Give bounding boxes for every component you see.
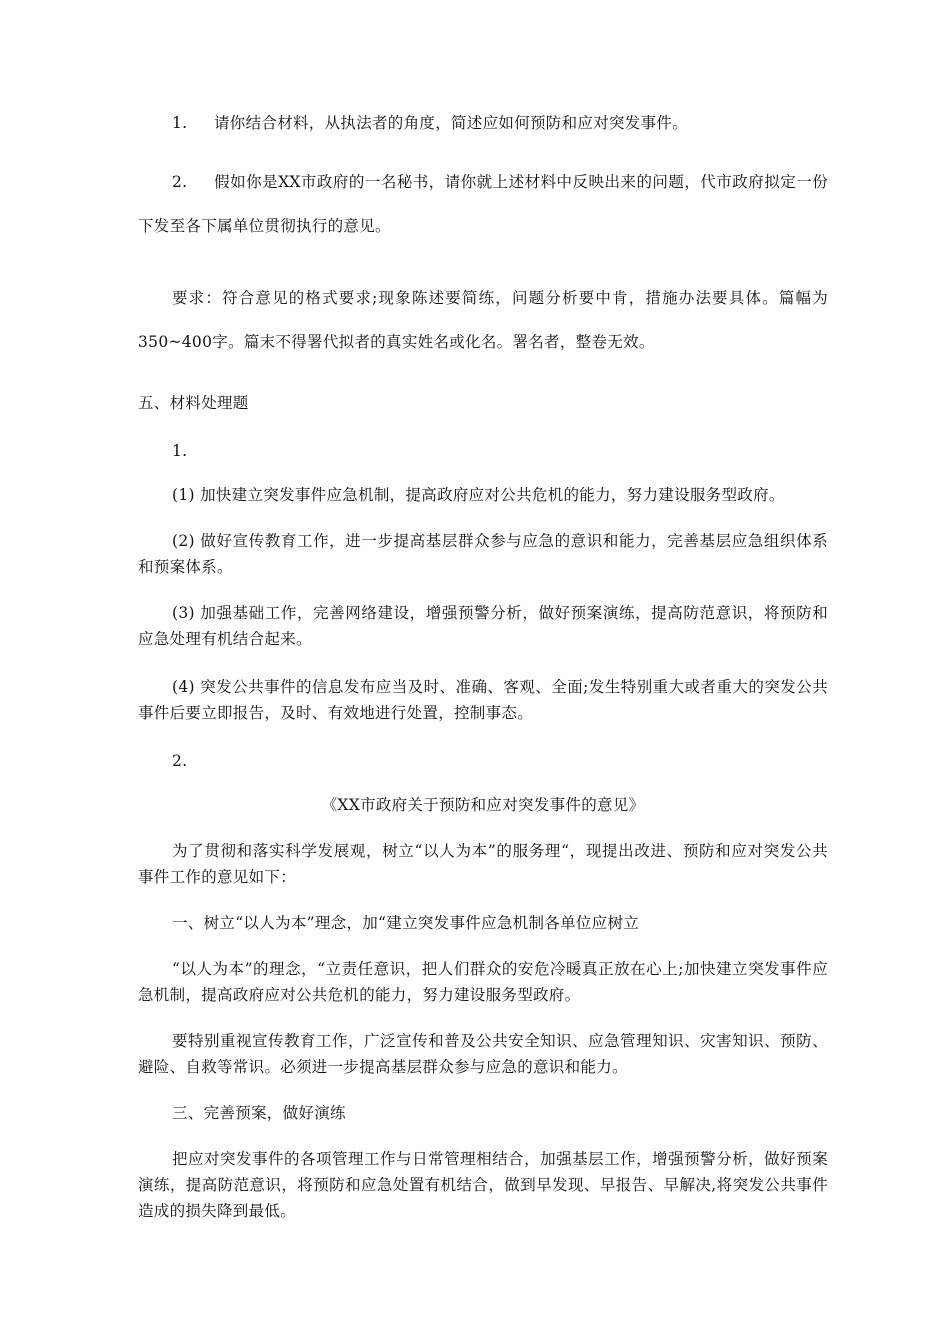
doc-paragraph-2: 要特别重视宣传教育工作，广泛宣传和普及公共安全知识、应急管理知识、灾害知识、预防、避险、自救等常识。必须进一步提高基层群众参与应急的意识和能力。 [138, 1032, 828, 1076]
answer-1-item-3: (3) 加强基础工作，完善网络建设，增强预警分析，做好预案演练，提高防范意识，将预防和应急处理有机结合起来。 [138, 604, 828, 648]
answer-2-number: 2. [172, 752, 188, 770]
section-title: 五、材料处理题 [138, 394, 249, 412]
doc-paragraph-3: 把应对突发事件的各项管理工作与日常管理相结合，加强基层工作，增强预警分析，做好预案演练，提高防范意识，将预防和应急处置有机结合，做到早发现、早报告、早解决,将突发公共事件造成的损失降到最低。 [138, 1150, 828, 1220]
answer-1-item-4: (4) 突发公共事件的信息发布应当及时、准确、客观、全面;发生特别重大或者重大的突发公共事件后要立即报告，及时、有效地进行处置，控制事态。 [138, 678, 828, 722]
doc-paragraph-intro: 为了贯彻和落实科学发展观，树立“以人为本”的服务理“，现提出改进、预防和应对突发公共事件工作的意见如下： [138, 842, 828, 886]
answer-1-number: 1. [172, 442, 188, 460]
requirement-paragraph: 要求：符合意见的格式要求;现象陈述要简练，问题分析要中肯，措施办法要具体。篇幅为350~400字。篇末不得署代拟者的真实姓名或化名。署名者，整卷无效。 [138, 289, 828, 351]
doc-heading-1: 一、树立“以人为本”理念，加“建立突发事件应急机制各单位应树立 [172, 914, 640, 932]
doc-heading-3: 三、完善预案，做好演练 [172, 1104, 346, 1122]
question-1-number: 1. [172, 114, 188, 132]
doc-paragraph-1: “以人为本”的理念，“立责任意识，把人们群众的安危冷暖真正放在心上;加快建立突发事件应急机制，提高政府应对公共危机的能力，努力建设服务型政府。 [138, 960, 828, 1004]
answer-1-item-2: (2) 做好宣传教育工作，进一步提高基层群众参与应急的意识和能力，完善基层应急组织体系和预案体系。 [138, 532, 828, 576]
question-2-text: 假如你是XX市政府的一名秘书，请你就上述材料中反映出来的问题，代市政府拟定一份下发至各下属单位贯彻执行的意见。 [138, 173, 828, 235]
question-2-number: 2. [172, 173, 188, 191]
answer-1-item-1: (1) 加快建立突发事件应急机制，提高政府应对公共危机的能力，努力建设服务型政府。 [172, 486, 785, 504]
question-1-text: 请你结合材料，从执法者的角度，简述应如何预防和应对突发事件。 [214, 114, 689, 132]
doc-title: 《XX市政府关于预防和应对突发事件的意见》 [321, 796, 645, 814]
question-1 [172, 112, 862, 134]
question-2 [138, 160, 828, 248]
